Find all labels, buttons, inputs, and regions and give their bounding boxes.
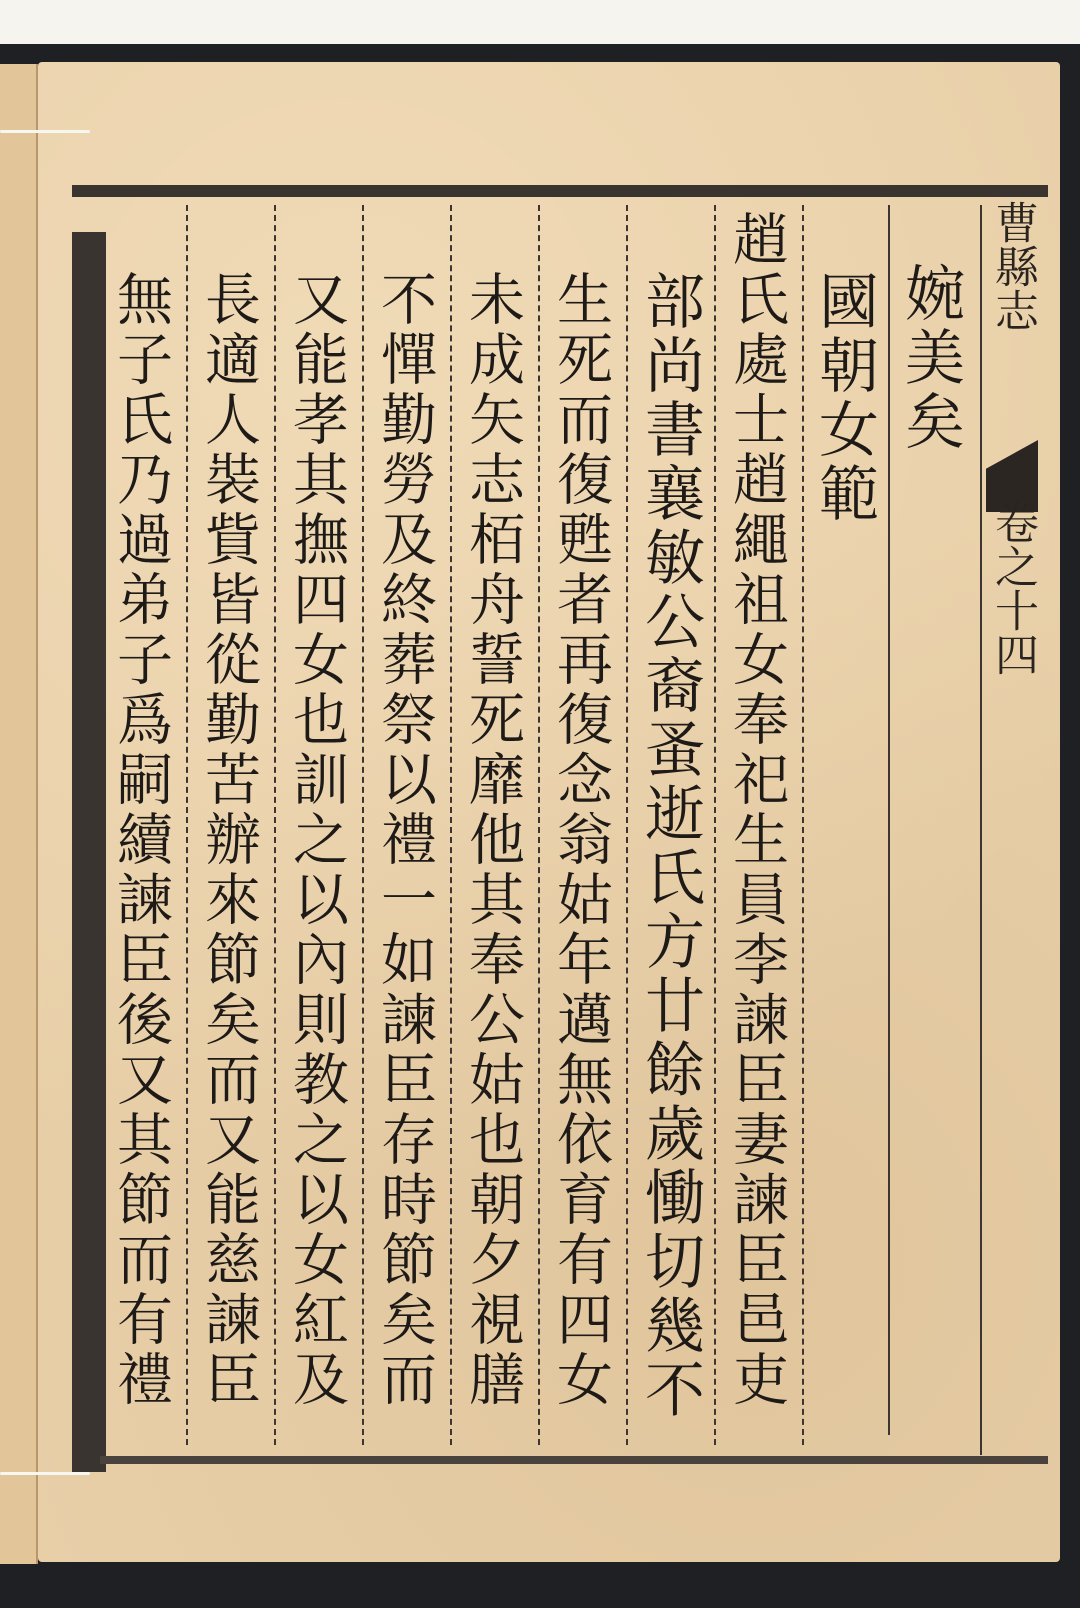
column-rule [450,205,454,1445]
column-rule [980,205,982,1455]
top-margin [0,0,1080,44]
column-rule [626,205,630,1445]
previous-page-edge [0,64,38,1564]
column-rule [714,205,718,1445]
column-rule [538,205,542,1445]
frame-left-border [72,232,106,1472]
text-column-5: 生死而復甦者再復念翁姑年邁無依育有四女 [548,270,613,1410]
text-column-1: 婉美矣 [895,262,965,454]
binding-thread-top [0,130,90,133]
text-column-6: 未成矢志栢舟誓死靡他其奉公姑也朝夕視膳 [460,270,525,1410]
text-column-8: 又能孝其撫四女也訓之以內則教之以女紅及 [284,270,349,1410]
frame-bottom-border [100,1456,1048,1464]
column-rule [362,205,366,1445]
text-column-9: 長適人裝貲皆從勤苦辦來節矣而又能慈諫臣 [196,270,261,1410]
bottom-margin [0,1578,1080,1608]
binding-thread-bottom [0,1472,90,1475]
page-header-volume: 卷之十四 [987,500,1038,676]
column-rule [802,205,806,1445]
text-column-3: 趙氏處士趙繩祖女奉祀生員李諫臣妻諫臣邑吏 [724,210,789,1410]
text-column-7: 不憚勤勞及終葬祭以禮一如諫臣存時節矣而 [372,270,437,1410]
page-header-title: 曹縣志 [987,200,1038,332]
text-column-4: 部尚書襄敏公裔蚤逝氏方廿餘歲慟切幾不 [635,270,705,1422]
column-rule [888,205,890,1435]
text-column-10: 無子氏乃過弟子爲嗣續諫臣後又其節而有禮 [108,270,173,1410]
column-rule [274,205,278,1445]
column-rule [186,205,190,1445]
text-column-2: 國朝女範 [809,270,879,526]
frame-top-border [72,185,1048,197]
